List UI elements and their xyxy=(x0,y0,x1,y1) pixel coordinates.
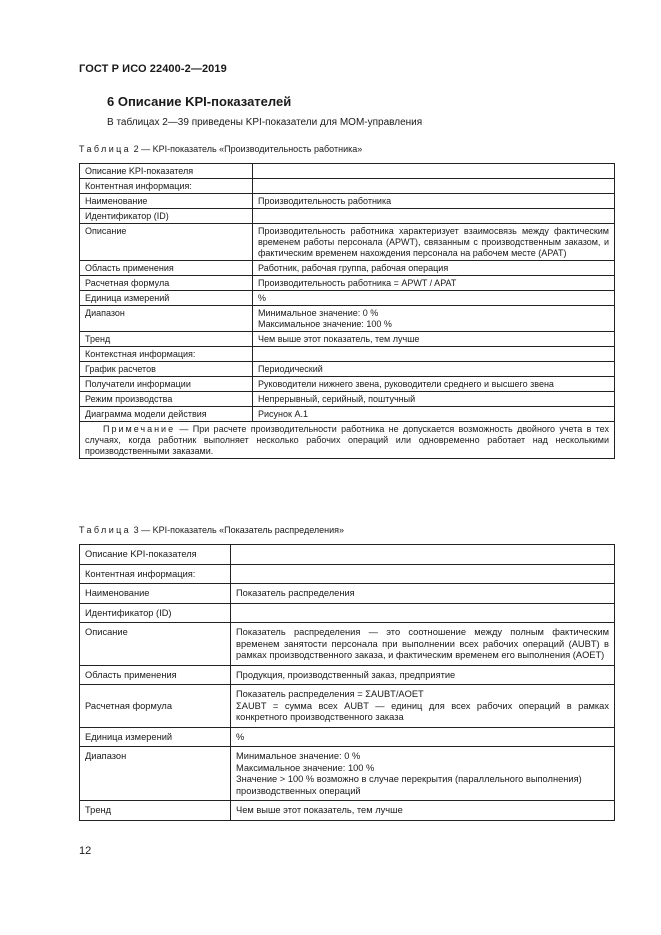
table-row xyxy=(80,603,615,623)
row-label: Область применения xyxy=(80,261,253,276)
table-note-row xyxy=(80,422,615,459)
row-value xyxy=(231,564,615,584)
table-row xyxy=(80,392,615,407)
row-value: Руководители нижнего звена, руководители среднего и высшего звена xyxy=(253,377,615,392)
row-label: Описание KPI-показателя xyxy=(80,545,231,565)
note-label: Примечание xyxy=(103,424,176,434)
row-value: Периодический xyxy=(253,362,615,377)
document-header: ГОСТ Р ИСО 22400-2—2019 xyxy=(79,63,227,75)
table-row xyxy=(80,224,615,261)
table-row xyxy=(80,747,615,801)
row-label: Наименование xyxy=(80,584,231,604)
row-label: Описание KPI-показателя xyxy=(80,164,253,179)
table-2-caption-label: Таблица xyxy=(79,144,132,154)
row-value: % xyxy=(231,727,615,747)
section-intro: В таблицах 2—39 приведены KPI-показатели для МОМ-управления xyxy=(107,117,423,128)
row-value: Производительность работника характеризует взаимосвязь между фактическим временем работы персонала (APWT), связанным с производственным заказом, и фактическим временем нахождения персонала на рабочем месте (APAT) xyxy=(253,224,615,261)
row-value xyxy=(253,179,615,194)
row-label: Диапазон xyxy=(80,306,253,332)
table-row xyxy=(80,545,615,565)
table-3-caption xyxy=(79,525,344,535)
table-row xyxy=(80,564,615,584)
row-value xyxy=(231,603,615,623)
row-value: % xyxy=(253,291,615,306)
table-2-caption-text: 2 — KPI-показатель «Производительность работника» xyxy=(133,144,363,154)
row-value xyxy=(231,545,615,565)
row-label: Контентная информация: xyxy=(80,179,253,194)
row-value: Показатель распределения xyxy=(231,584,615,604)
row-label: Единица измерений xyxy=(80,291,253,306)
kpi-table-distribution-ratio xyxy=(79,544,615,821)
row-label: Диапазон xyxy=(80,747,231,801)
row-value: Чем выше этот показатель, тем лучше xyxy=(231,801,615,821)
table-row xyxy=(80,362,615,377)
row-label: Описание xyxy=(80,623,231,666)
table-row xyxy=(80,623,615,666)
table-2-caption xyxy=(79,144,362,154)
row-value: Чем выше этот показатель, тем лучше xyxy=(253,332,615,347)
row-label: Идентификатор (ID) xyxy=(80,603,231,623)
table-note xyxy=(80,422,615,459)
row-label: Диаграмма модели действия xyxy=(80,407,253,422)
table-3-caption-label: Таблица xyxy=(79,525,132,535)
row-value: Продукция, производственный заказ, предприятие xyxy=(231,665,615,685)
row-label: Получатели информации xyxy=(80,377,253,392)
row-value: Производительность работника xyxy=(253,194,615,209)
table-row xyxy=(80,407,615,422)
value-line: Показатель распределения = ΣAUBT/AOET xyxy=(236,689,424,699)
row-label: Расчетная формула xyxy=(80,276,253,291)
table-row xyxy=(80,347,615,362)
table-row xyxy=(80,164,615,179)
kpi-table-worker-efficiency xyxy=(79,163,615,459)
value-line: Максимальное значение: 100 % xyxy=(236,762,375,773)
page-number: 12 xyxy=(79,845,92,857)
table-row xyxy=(80,261,615,276)
row-label: Наименование xyxy=(80,194,253,209)
table-row xyxy=(80,276,615,291)
value-line: Минимальное значение: 0 % xyxy=(258,308,379,318)
note-text: — При расчете производительности работника не допускается возможность двойного учета в тех случаях, когда работник выполняет несколько рабочих операций или одновременно работает над несколькими производственными заказами. xyxy=(85,424,609,456)
row-value: Непрерывный, серийный, поштучный xyxy=(253,392,615,407)
table-row xyxy=(80,332,615,347)
row-value: Показатель распределения — это соотношение между полным фактическим временем занятости персонала при выполнении всех рабочих операций (AUBT) в рамках производственного заказа, и фактическим временем его выполнения (AOET) xyxy=(231,623,615,666)
table-row xyxy=(80,209,615,224)
row-label: Единица измерений xyxy=(80,727,231,747)
table-row xyxy=(80,179,615,194)
value-line: Значение > 100 % возможно в случае перекрытия (параллельного выполнения) производственных операций xyxy=(236,774,582,796)
row-value xyxy=(253,164,615,179)
table-row xyxy=(80,377,615,392)
row-label: Тренд xyxy=(80,332,253,347)
row-value xyxy=(253,347,615,362)
table-row xyxy=(80,801,615,821)
table-row xyxy=(80,685,615,728)
table-row xyxy=(80,306,615,332)
row-value xyxy=(253,306,615,332)
row-label: Контекстная информация: xyxy=(80,347,253,362)
row-value xyxy=(231,685,615,728)
row-value xyxy=(253,209,615,224)
row-label: Режим производства xyxy=(80,392,253,407)
table-row xyxy=(80,291,615,306)
value-line: Максимальное значение: 100 % xyxy=(258,319,392,329)
row-label: Контентная информация: xyxy=(80,564,231,584)
table-3-caption-text: 3 — KPI-показатель «Показатель распределения» xyxy=(133,525,345,535)
table-row xyxy=(80,727,615,747)
row-label: Идентификатор (ID) xyxy=(80,209,253,224)
table-row xyxy=(80,194,615,209)
value-line: ΣAUBT = сумма всех AUBT — единиц для всех рабочих операций в рамках конкретного производственного заказа xyxy=(236,700,609,722)
row-value: Производительность работника = APWT / APAT xyxy=(253,276,615,291)
row-value: Работник, рабочая группа, рабочая операция xyxy=(253,261,615,276)
section-title: 6 Описание KPI-показателей xyxy=(107,94,292,109)
table-row xyxy=(80,665,615,685)
row-label: Тренд xyxy=(80,801,231,821)
row-label: Расчетная формула xyxy=(80,685,231,728)
row-label: График расчетов xyxy=(80,362,253,377)
table-row xyxy=(80,584,615,604)
row-label: Область применения xyxy=(80,665,231,685)
row-value: Рисунок А.1 xyxy=(253,407,615,422)
row-value xyxy=(231,747,615,801)
row-label: Описание xyxy=(80,224,253,261)
value-line: Минимальное значение: 0 % xyxy=(236,751,361,761)
